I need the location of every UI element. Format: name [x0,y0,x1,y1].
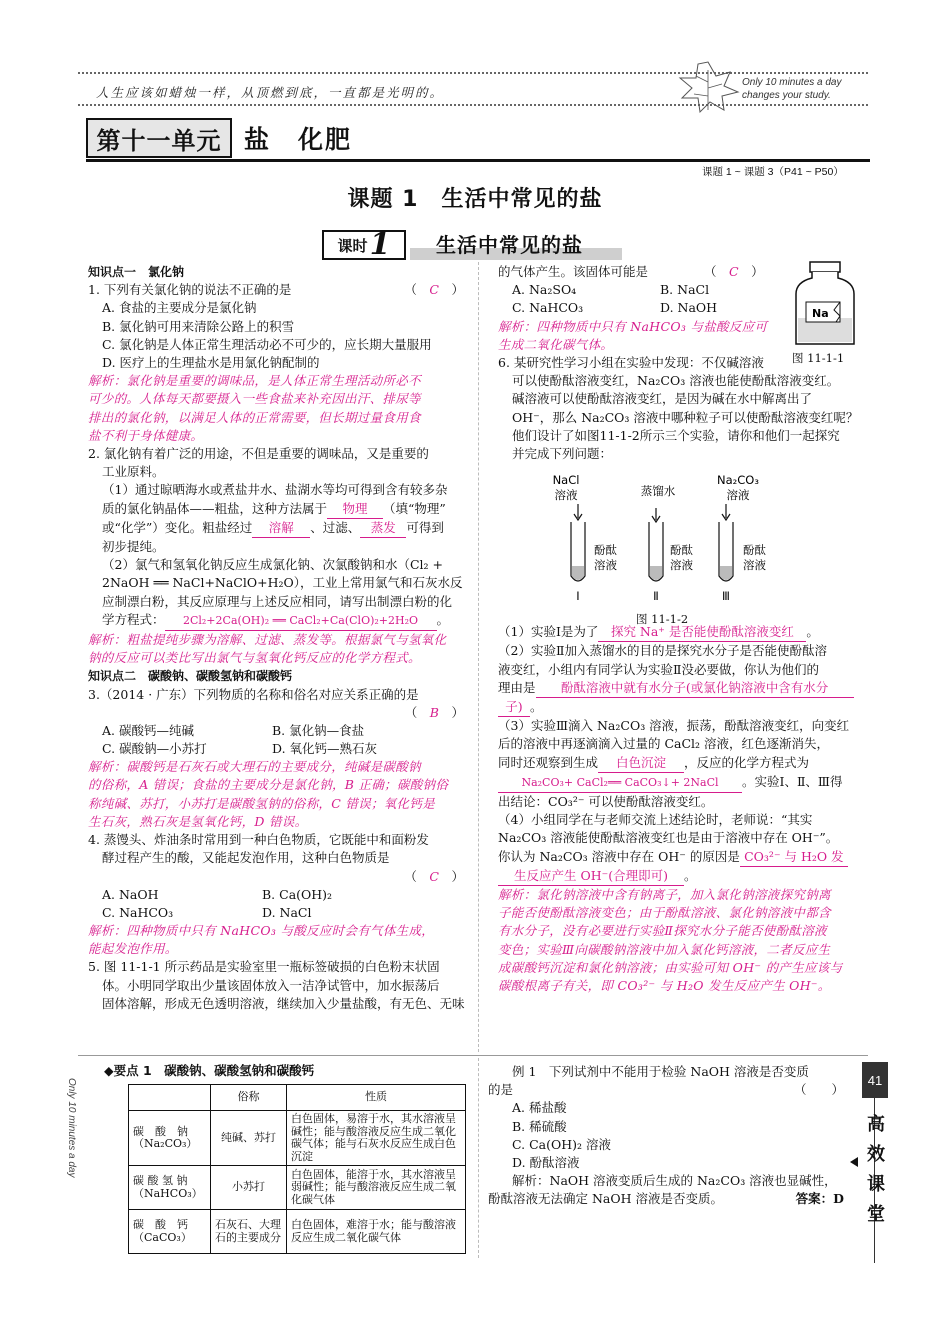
sub-question: 出结论：CO₃²⁻ 可以使酚酞溶液变红。 [498,794,714,810]
analysis: 盐不利于身体健康。 [88,427,204,443]
question-text: OH⁻，那么 Na₂CO₃ 溶液中哪种粒子可以使酚酞溶液变红呢？ [512,409,859,425]
tube3-reagent: 溶液 [726,488,750,502]
option: B. 稀硫酸 [512,1118,567,1134]
table-row [129,1210,466,1254]
triangle-marker-icon [850,1157,858,1167]
option-row: C. 碳酸钠—小苏打 D. 氧化钙—熟石灰 [102,741,378,757]
table-cell: 纯碱、苏打 [211,1111,287,1166]
analysis: 生成二氧化碳气体。 [498,336,614,352]
fill-answer: 探究 Na⁺ 是否能使酚酞溶液变红 [598,623,806,642]
table-cell: 碳 酸 氢 钠（NaHCO₃） [129,1166,211,1210]
question-text: 初步提纯。 [102,539,165,555]
example-answer: 答案：D [795,1191,844,1207]
period-badge [322,227,406,262]
fill-answer: Na₂CO₃+ CaCl₂══ CaCO₃↓+ 2NaCl [498,774,742,793]
side-char: 高 [867,1114,885,1135]
table-cell: 石灰石、大理石的主要成分 [211,1210,287,1254]
fill-answer: 生反应产生 OH⁻(合理即可) [498,867,684,886]
keypoint-table [128,1084,466,1254]
table-header: 俗称 [211,1085,287,1111]
question-4: 4. 蒸馒头、炸油条时常用到一种白色物质，它既能中和面粉发 [88,832,429,848]
bottom-column-divider [478,1058,479,1258]
analysis: 变色；实验Ⅲ向碳酸钠溶液中加入氯化钙溶液，二者反应生 [498,941,831,957]
question-3: 3.（2014 · 广东）下列物质的名称和俗名对应关系正确的是 [88,686,419,702]
question-text: 2NaOH ══ NaCl+NaClO+H₂O），工业上常用氯气和石灰水反 [102,575,463,591]
analysis: 成碳酸钙沉淀和氯化钠溶液；由实验可知 OH⁻ 的产生应该与 [498,959,843,975]
sub-question: （4）小组同学在与老师交流上述结论时，老师说：“其实 [498,812,813,828]
example-1 [488,1063,844,1209]
phenolphthalein-label: 酚酞 [743,543,766,557]
sub-question: （1）实验Ⅰ是为了 探究 Na⁺ 是否能使酚酞溶液变红 。 [498,623,863,642]
lesson-title: 课题 1 生活中常见的盐 [347,187,603,212]
example-text: 例 1 下列试剂中不能用于检验 NaOH 溶液是否变质 [512,1064,809,1079]
side-label [864,1110,888,1230]
option: D. 酚酞溶液 [512,1155,580,1171]
question-text: 工业原料。 [102,464,165,480]
analysis: 解析：氯化钠溶液中含有钠离子，加入氯化钠溶液探究钠离 [498,887,831,903]
unit-underline [86,159,870,162]
analysis: 称纯碱、苏打，小苏打是碳酸氢钠的俗称，C 错误；氧化钙是 [88,795,435,811]
test-tubes-figure [498,468,863,610]
bottle-label: Na [812,307,829,320]
sub-question: 理由是 酚酞溶液中就有水分子(或氯化钠溶液中含有水分 [498,679,863,698]
figure-caption: 图 11-1-1 [792,351,845,365]
question-text: 体。小明同学取出少量该固体放入一洁净试管中，加水振荡后 [102,977,440,993]
phenolphthalein-label: 溶液 [670,558,693,572]
option: B. 氯化钠可用来清除公路上的积雪 [102,318,295,334]
sub-question: Na₂CO₃ 溶液能使酚酞溶液变红也是由于溶液中存在 OH⁻”。 [498,830,839,846]
option-row: C. NaHCO₃ D. NaOH [512,300,718,316]
table-header: 性质 [287,1085,466,1111]
question-text: 并完成下列问题： [512,446,613,462]
sub-question: 后的溶液中再逐滴滴入过量的 CaCl₂ 溶液，红色逐渐消失， [498,736,830,752]
right-column [498,263,863,995]
phenolphthalein-label: 溶液 [594,558,617,572]
period-number: 1 [369,227,391,262]
bottom-divider [78,1055,868,1056]
table-cell: 白色固体，难溶于水；能与酸溶液反应生成二氧化碳气体 [287,1210,466,1254]
question-text: 酵过程产生的酸，又能起发泡作用，这种白色物质是 [102,850,390,866]
left-column [88,263,464,1013]
analysis: 解析：粗盐提纯步骤为溶解、过滤、蒸发等。根据氯气与氢氧化 [88,632,447,648]
period-title: 生活中常见的盐 [436,233,583,257]
tube1-reagent: 溶液 [554,488,578,502]
answer-paren: （ ） [793,1082,844,1098]
question-text: 质的氯化钠晶体——粗盐，这种方法属于 物理 （填“物理” [88,500,464,519]
table-cell: 碳 酸 钠（Na₂CO₃） [129,1111,211,1166]
option-row: A. 碳酸钙—纯碱 B. 氯化钠—食盐 [102,722,365,738]
table-cell: 碳 酸 钙（CaCO₃） [129,1210,211,1254]
tube2-reagent: 蒸馏水 [640,484,676,498]
phenolphthalein-label: 酚酞 [670,543,693,557]
sub-question: 子) 。 [498,698,863,717]
reagent-bottle-figure [790,260,860,348]
unit-label: 第十一单元 [86,118,232,158]
sub-question: （3）实验Ⅲ滴入 Na₂CO₃ 溶液，振荡，酚酞溶液变红，向变红 [498,718,850,734]
answer: C [429,282,439,298]
option-row: A. NaOH B. Ca(OH)₂ [102,886,333,902]
fill-answer: 子) [498,698,530,717]
option-row: C. NaHCO₃ D. NaCl [102,904,312,920]
example-analysis: 酚酞溶液无法确定 NaOH 溶液是否变质。 答案：D [488,1190,844,1208]
analysis: 能起发泡作用。 [88,941,178,957]
answer-row: （ B ） [404,704,464,720]
question-6: 6. 某研究性学习小组在实验中发现：不仅碱溶液 [498,355,764,371]
motto: 人生应该如蜡烛一样，从顶燃到底，一直都是光明的。 [96,85,445,100]
fill-answer: 酚酞溶液中就有水分子(或氯化钠溶液中含有水分 [536,679,854,698]
question-text: 应制漂白粉，其反应原理与上述反应相同，请写出制漂白粉的化 [102,593,453,609]
analysis: 子能否使酚酞溶液变色；由于酚酞溶液、氯化钠溶液中都含 [498,905,831,921]
tube3-reagent: Na₂CO₃ [717,473,759,487]
question-text: （1）通过晾晒海水或煮盐井水、盐湖水等均可得到含有较多杂 [102,482,448,498]
table-header-row [129,1085,466,1111]
sub-question: 液变红，小组内有同学认为实验Ⅱ没必要做，你认为他们的 [498,661,819,677]
question-text: 或“化学”）变化。粗盐经过 溶解 、过滤、 蒸发 可得到 [88,519,464,538]
question-text: 固体溶解，形成无色透明溶液，继续加入少量盐酸，有无色、无味 [102,995,465,1011]
column-divider [478,262,479,1052]
page-range: 课题 1 ~ 课题 3（P41 ~ P50） [702,166,844,178]
vertical-slogan: Only 10 minutes a day [66,1078,77,1178]
slogan-line: Only 10 minutes a day [742,77,842,88]
answer: B [429,704,439,720]
analysis: 可少的。人体每天都要摄入一些食盐来补充因出汗、排尿等 [88,391,421,407]
tube3-number: Ⅲ [722,589,730,603]
table-row [129,1111,466,1166]
tube2-number: Ⅱ [653,589,659,603]
sub-question: 你认为 Na₂CO₃ 溶液中存在 OH⁻ 的原因是 CO₃²⁻ 与 H₂O 发 [498,848,863,867]
analysis: 解析：碳酸钙是石灰石或大理石的主要成分，纯碱是碳酸钠 [88,759,421,775]
option: A. 食盐的主要成分是氯化钠 [102,300,257,316]
example-analysis: 解析：NaOH 溶液变质后生成的 Na₂CO₃ 溶液也显碱性， [512,1173,837,1189]
table-cell: 白色固体，易溶于水，其水溶液呈碱性；能与酸溶液反应生成二氧化碳气体；能与石灰水反应生成白色沉淀 [287,1111,466,1166]
option-row: A. Na₂SO₄ B. NaCl [512,282,710,298]
option: C. Ca(OH)₂ 溶液 [512,1136,611,1152]
side-char: 课 [867,1174,885,1195]
question-5: 5. 图 11-1-1 所示药品是实验室里一瓶标签破损的白色粉末状固 [88,959,440,975]
option: C. 氯化钠是人体正常生理活动必不可少的，应长期大量服用 [102,336,432,352]
keypoint-title: ◆要点 1 碳酸钠、碳酸氢钠和碳酸钙 [104,1063,315,1078]
knowledge-point-2: 知识点二 碳酸钠、碳酸氢钠和碳酸钙 [88,669,293,684]
side-char: 效 [867,1144,885,1165]
phenolphthalein-label: 溶液 [743,558,766,572]
question-1: 1. 下列有关氯化钠的说法不正确的是 （ C ） [88,282,464,298]
fill-answer: 白色沉淀 [598,754,684,773]
leaf-icon [672,58,744,116]
sub-question: 生反应产生 OH⁻(合理即可) 。 [498,867,863,886]
phenolphthalein-label: 酚酞 [594,543,617,557]
question-text: 的气体产生。该固体可能是 （ C ） [498,264,764,279]
unit-title: 盐 化肥 [244,125,353,154]
question-2: 2. 氯化钠有着广泛的用途，不但是重要的调味品，又是重要的 [88,446,429,462]
slogan [742,76,842,102]
option: D. 医疗上的生理盐水是用氯化钠配制的 [102,355,320,371]
sub-question: 同时还观察到生成 白色沉淀 ，反应的化学方程式为 [498,754,863,773]
question-text: 他们设计了如图11-1-2所示三个实验，请你和他们一起探究 [512,427,840,443]
table-header-empty [129,1085,211,1111]
analysis: 解析：氯化钠是重要的调味品，是人体正常生理活动所必不 [88,373,421,389]
question-text: 碱溶液可以使酚酞溶液变红，是因为碱在水中解离出了 [512,391,813,407]
slogan-line: changes your study. [742,90,831,101]
question-text: 可以使酚酞溶液变红，Na₂CO₃ 溶液也能使酚酞溶液变红。 [512,373,840,389]
fill-answer: 物理 [327,500,383,519]
page-number: 41 [862,1062,888,1098]
analysis: 排出的氯化钠，以满足人体的正常需要，但长期过量食用食 [88,409,421,425]
example-text: 的是 （ ） [488,1081,844,1099]
fill-answer: 溶解 [252,519,310,538]
knowledge-point-1: 知识点一 氯化钠 [88,265,185,279]
analysis: 生石灰，熟石灰是氢氧化钙，D 错误。 [88,813,308,829]
analysis: 的俗称，A 错误；食盐的主要成分是氯化钠，B 正确；碳酸钠俗 [88,777,449,793]
answer: C [729,264,739,279]
analysis: 钠的反应可以类比写出氯气与氢氧化钙反应的化学方程式。 [88,650,421,666]
question-text: 学方程式： 2Cl₂+2Ca(OH)₂ ══ CaCl₂+Ca(ClO)₂+2H₂O 。 [88,611,464,631]
fill-answer: CO₃²⁻ 与 H₂O 发 [740,848,848,867]
analysis: 有水分子，没有必要进行实验Ⅱ探究水分子能否使酚酞溶液 [498,923,827,939]
analysis: 解析：四种物质中只有 NaHCO₃ 与盐酸反应可 [498,318,768,334]
analysis: 碳酸根离子有关，即 CO₃²⁻ 与 H₂O 发生反应产生 OH⁻。 [498,978,831,994]
period-word: 课时 [337,236,368,255]
table-cell: 白色固体，能溶于水，其水溶液呈弱碱性；能与酸溶液反应生成二氧化碳气体 [287,1166,466,1210]
option: A. 稀盐酸 [512,1100,567,1116]
sub-question: Na₂CO₃+ CaCl₂══ CaCO₃↓+ 2NaCl 。实验Ⅰ、Ⅱ、Ⅲ得 [498,773,863,793]
tube1-reagent: NaCl [552,473,580,487]
fill-answer: 蒸发 [360,519,406,538]
sub-question: （2）实验Ⅱ加入蒸馏水的目的是探究水分子是否能使酚酞溶 [498,643,827,659]
table-cell: 小苏打 [211,1166,287,1210]
analysis: 解析：四种物质中只有 NaHCO₃ 与酸反应时会有气体生成， [88,922,435,938]
answer: C [429,868,439,884]
answer-row: （ C ） [404,868,464,884]
figure-caption: 图 11-1-2 [636,612,689,626]
fill-answer: 2Cl₂+2Ca(OH)₂ ══ CaCl₂+Ca(ClO)₂+2H₂O [165,612,437,631]
question-text: （2）氯气和氢氧化钠反应生成氯化钠、次氯酸钠和水（Cl₂ + [102,557,443,573]
tube1-number: Ⅰ [576,589,580,603]
table-row [129,1166,466,1210]
side-char: 堂 [867,1204,885,1225]
